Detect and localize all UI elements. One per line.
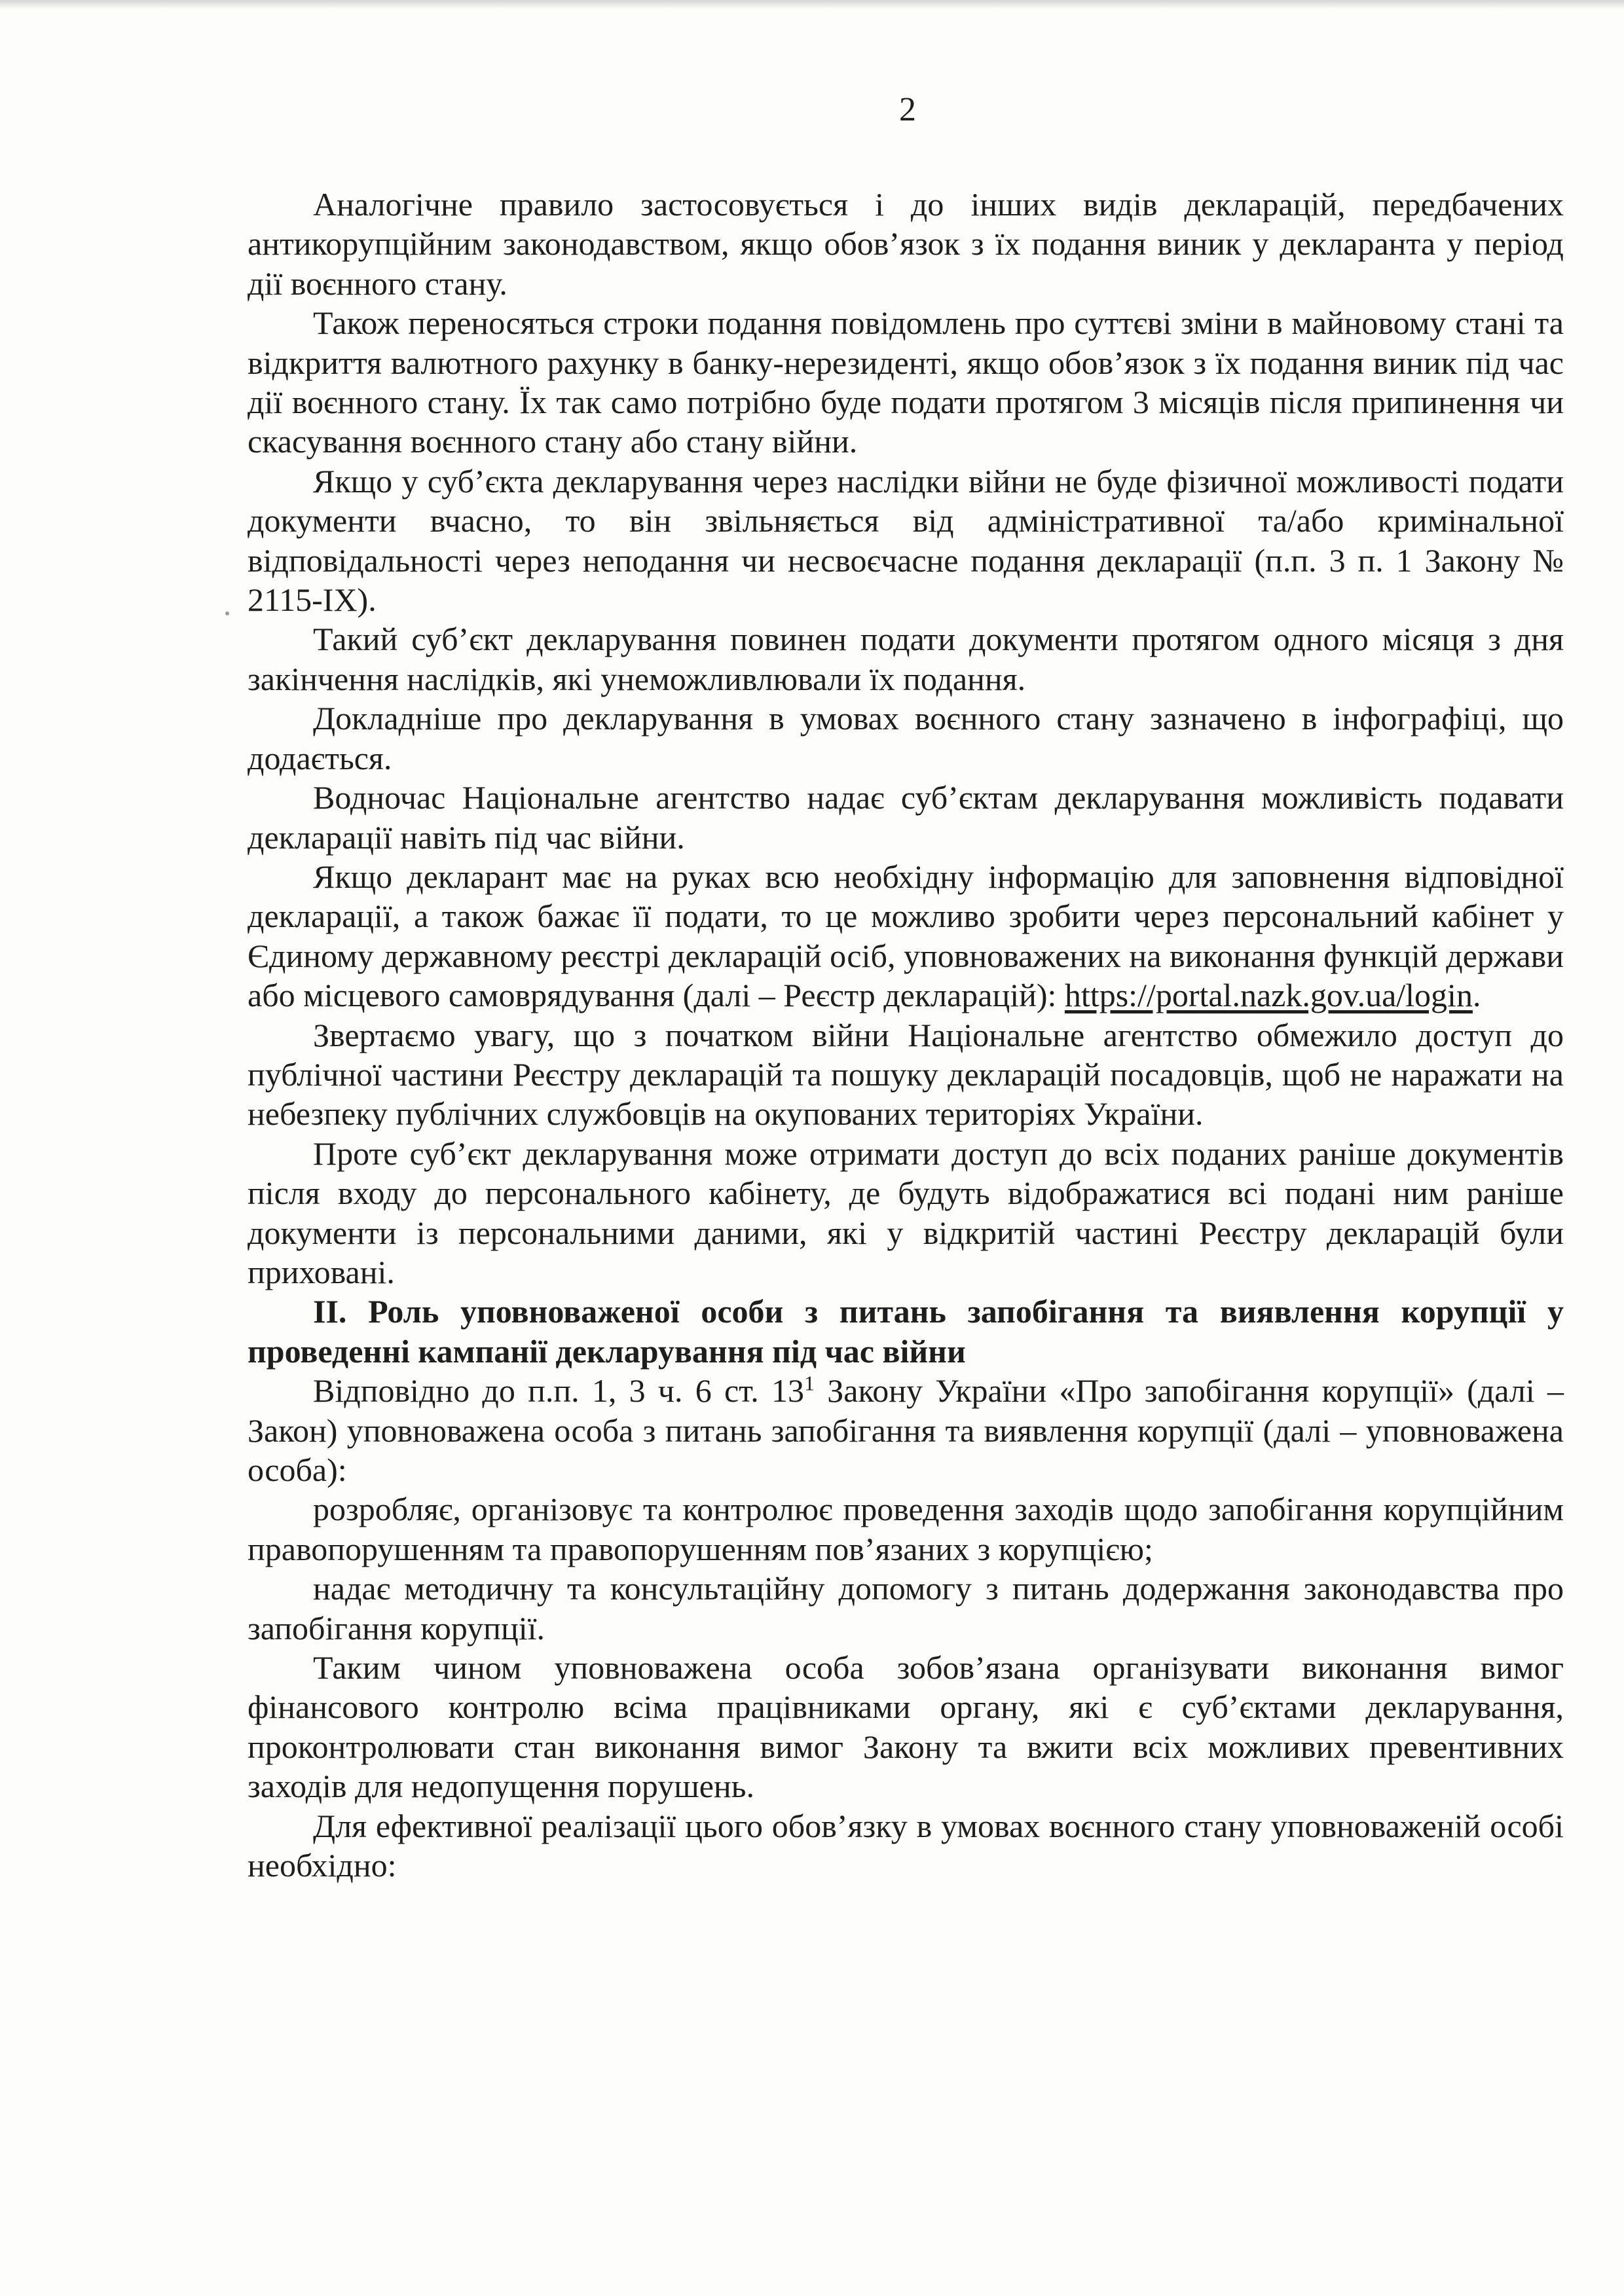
section-heading: ІІ. Роль уповноваженої особи з питань запобігання та виявлення корупції у проведенні кампанії декларування під час війни [248, 1293, 1564, 1370]
paragraph-law-reference-end: Закону України «Про запобігання корупції» (далі – Закон) уповноважена особа з питань запобігання та виявлення корупції (далі – уповноважена особа): [248, 1372, 1564, 1488]
paragraph-financial-control: Таким чином уповноважена особа зобов’язана організувати виконання вимог фінансового контролю всіма працівниками органу, які є суб’єктами декларування, проконтролювати стан виконання вимог Закону та вжити всіх можливих превентивних заходів для недопущення порушень. [248, 1649, 1564, 1805]
paragraph-duty-develop: розробляє, організовує та контролює проведення заходів щодо запобігання корупційним правопорушенням та правопорушенням пов’язаних з корупцією; [248, 1491, 1564, 1567]
paragraph-registry-access-text: Якщо декларант має на руках всю необхідну інформацію для заповнення відповідної декларації, а також бажає її подати, то це можливо зробити через персональний кабінет у Єдиному державному реєстрі декларацій осіб, уповноважених на виконання функцій держави або місцевого самоврядування (далі – Реєстр декларацій): [248, 858, 1564, 1014]
paragraph-submit-during-war: Водночас Національне агентство надає суб’єктам декларування можливість подавати декларації навіть під час війни. [248, 779, 1564, 856]
paragraph-one-month-deadline: Такий суб’єкт декларування повинен подати документи протягом одного місяця з дня закінчення наслідків, які унеможливлювали їх подання. [248, 621, 1564, 697]
paragraph-registry-access [248, 857, 1564, 1015]
page-number: 2 [899, 91, 916, 128]
paragraph-declarations-rule: Аналогічне правило застосовується і до інших видів декларацій, передбачених антикорупційним законодавством, якщо обов’язок з їх подання виник у декларанта у період дії воєнного стану. [248, 186, 1564, 302]
paragraph-personal-cabinet-access: Проте суб’єкт декларування може отримати доступ до всіх поданих раніше документів після входу до персонального кабінету, де будуть відображатися всі подані ним раніше документи із персональними даними, які у відкритій частині Реєстру декларацій були приховані. [248, 1135, 1564, 1290]
paragraph-public-access-restricted: Звертаємо увагу, що з початком війни Національне агентство обмежило доступ до публічної частини Реєстру декларацій та пошуку декларацій посадовців, щоб не наражати на небезпеку публічних службовців на окупованих територіях України. [248, 1016, 1564, 1133]
registry-login-link[interactable]: https://portal.nazk.gov.ua/login [1064, 977, 1473, 1014]
paragraph-registry-access-end: . [1472, 977, 1481, 1014]
scan-top-edge [0, 0, 1624, 9]
paragraph-infographic: Докладніше про декларування в умовах воєнного стану зазначено в інфографіці, що додається. [248, 700, 1564, 776]
scan-artifact-dot [225, 611, 229, 615]
paragraph-law-reference-start: Відповідно до п.п. 1, 3 ч. 6 ст. 13 [313, 1372, 804, 1410]
paragraph-law-reference [248, 1371, 1564, 1489]
paragraph-liability-exemption: Якщо у суб’єкта декларування через наслідки війни не буде фізичної можливості подати документи вчасно, то він звільняється від адміністративної та/або кримінальної відповідальності через неподання чи несвоєчасне подання декларації (п.п. 3 п. 1 Закону № 2115-IX). [248, 462, 1564, 619]
document-body [248, 185, 1564, 1885]
paragraph-duty-assist: надає методичну та консультаційну допомогу з питань додержання законодавства про запобігання корупції. [248, 1570, 1564, 1647]
paragraph-effective-implementation: Для ефективної реалізації цього обов’язку в умовах воєнного стану уповноваженій особі необхідно: [248, 1807, 1564, 1884]
article-superscript: 1 [803, 1371, 815, 1395]
paragraph-notification-deadlines: Також переносяться строки подання повідомлень про суттєві зміни в майновому стані та відкриття валютного рахунку в банку-нерезиденті, якщо обов’язок з їх подання виник під час дії воєнного стану. Їх так само потрібно буде подати протягом 3 місяців після припинення чи скасування воєнного стану або стану війни. [248, 304, 1564, 460]
